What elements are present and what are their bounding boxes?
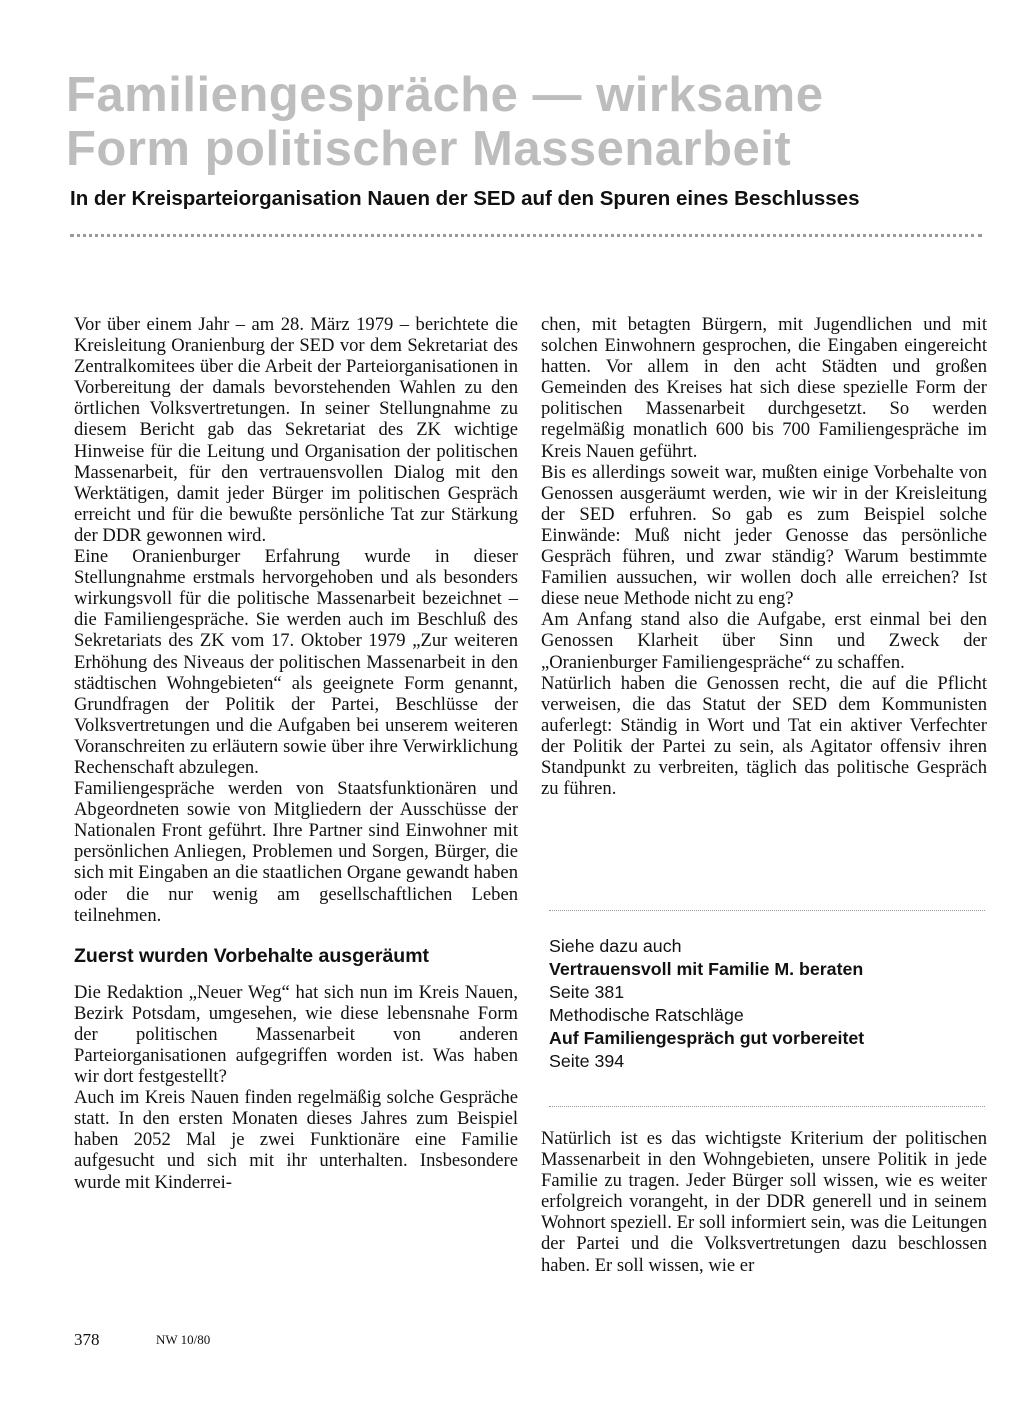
paragraph: Vor über einem Jahr – am 28. März 1979 – berichtete die Kreisleitung Oranienburg der SED vor dem Sekretariat des Zentralkomitees über die Arbeit der Parteiorganisationen in Vorbereitung der damals bevorstehenden Wahlen zu den örtlichen Volksvertretungen. In seiner Stellungnahme zu diesem Bericht gab das Sekretariat des ZK wichtige Hinweise für die Leitung und Organisation der politischen Massenarbeit, für den vertrauensvollen Dialog mit den Werktätigen, damit jeder Bürger im politischen Gespräch erreicht und für die bewußte persönliche Tat zur Stärkung der DDR gewonnen wird. [74,314,518,546]
see-also-item-page: Seite 394 [549,1051,625,1071]
paragraph: Natürlich haben die Genossen recht, die auf die Pflicht verweisen, die das Statut der SED dem Kommunisten auferlegt: Ständig in Wort und Tat ein aktiver Verfechter der Politik der Partei zu sein, als Agitator offensiv ihren Standpunkt zu verbreiten, täglich das politische Gespräch zu führen. [541,672,987,800]
right-column-continued [541,1128,987,1276]
paragraph: Eine Oranienburger Erfahrung wurde in dieser Stellungnahme erstmals hervorgehoben und als besonders wirkungsvoll für die politische Massenarbeit bezeichnet – die Familiengespräche. Sie werden auch im Beschluß des Sekretariats des ZK vom 17. Oktober 1979 „Zur weiteren Erhöhung des Niveaus der politischen Massenarbeit in den städtischen Wohngebieten“ als geeignete Form genannt, Grundfragen der Politik der Partei, Beschlüsse der Volksvertretungen und die Aufgaben bei unserem weiteren Voranschreiten zu erläutern sowie über ihre Verwirklichung Rechenschaft abzulegen. [74,546,518,778]
see-also-item-title: Vertrauensvoll mit Familie M. beraten [549,959,864,979]
see-also-item-page: Seite 381 [549,982,625,1002]
left-column [74,314,518,1193]
paragraph: Natürlich ist es das wichtigste Kriterium der politischen Massenarbeit in den Wohngebieten, unsere Politik in jede Familie zu tragen. Jeder Bürger soll wissen, wie es weiter erfolgreich vorangeht, in der DDR generell und in seinem Wohnort speziell. Er soll informiert sein, was die Leitungen der Partei und die Volksvertretungen dazu beschlossen haben. Er soll wissen, wie er [541,1128,987,1276]
right-column [541,314,987,799]
see-also-item-title: Auf Familiengespräch gut vorbereitet [549,1028,865,1048]
title-line-2: Form politischer Massenarbeit [66,122,792,176]
see-also-item-label: Methodische Ratschläge [549,1005,744,1025]
article-subtitle: In der Kreisparteiorganisation Nauen der SED auf den Spuren eines Beschlusses [70,187,860,210]
issue-reference: NW 10/80 [156,1332,211,1347]
paragraph: Bis es allerdings soweit war, mußten einige Vorbehalte von Genossen ausgeräumt werden, wie wir in der Kreisleitung der SED erfuhren. So gab es zum Beispiel solche Einwände: Muß nicht jeder Genosse das persönliche Gespräch führen, und zwar ständig? Warum bestimmte Familien aussuchen, wir wollen doch alle erreichen? Ist diese neue Methode nicht zu eng? [541,461,987,610]
article-title [66,68,966,176]
title-line-1: Familiengespräche — wirksame [66,68,824,122]
paragraph: Am Anfang stand also die Aufgabe, erst einmal bei den Genossen Klarheit über Sinn und Zweck der „Oranienburger Familiengespräche“ zu schaffen. [541,609,987,673]
paragraph: Auch im Kreis Nauen finden regelmäßig solche Gespräche statt. In den ersten Monaten dieses Jahres zum Beispiel haben 2052 Mal je zwei Funktionäre eine Familie aufgesucht und sich mit ihr unterhalten. Insbesondere wurde mit Kinderrei- [74,1087,518,1193]
see-also-bottom-divider [549,1106,985,1107]
page-number: 378 [74,1330,100,1349]
header-divider [70,234,982,237]
section-heading: Zuerst wurden Vorbehalte ausgeräumt [74,944,430,967]
see-also-box [549,935,979,1073]
see-also-top-divider [549,910,985,911]
paragraph: Die Redaktion „Neuer Weg“ hat sich nun im Kreis Nauen, Bezirk Potsdam, umgesehen, wie diese lebensnahe Form der politischen Massenarbeit von anderen Parteiorganisationen aufgegriffen worden ist. Was haben wir dort festgestellt? [74,981,518,1088]
paragraph: chen, mit betagten Bürgern, mit Jugendlichen und mit solchen Einwohnern gesprochen, die Eingaben eingereicht hatten. Vor allem in den acht Städten und großen Gemeinden des Kreises hat sich diese spezielle Form der politischen Massenarbeit durchgesetzt. So werden regelmäßig monatlich 600 bis 700 Familiengespräche im Kreis Nauen geführt. [541,314,987,462]
paragraph: Familiengespräche werden von Staatsfunktionären und Abgeordneten sowie von Mitgliedern der Ausschüsse der Nationalen Front geführt. Ihre Partner sind Einwohner mit persönlichen Anliegen, Problemen und Sorgen, Bürger, die sich mit Eingaben an die staatlichen Organe gewandt haben oder die nur wenig am gesellschaftlichen Leben teilnehmen. [74,778,518,926]
see-also-intro: Siehe dazu auch [549,936,682,956]
